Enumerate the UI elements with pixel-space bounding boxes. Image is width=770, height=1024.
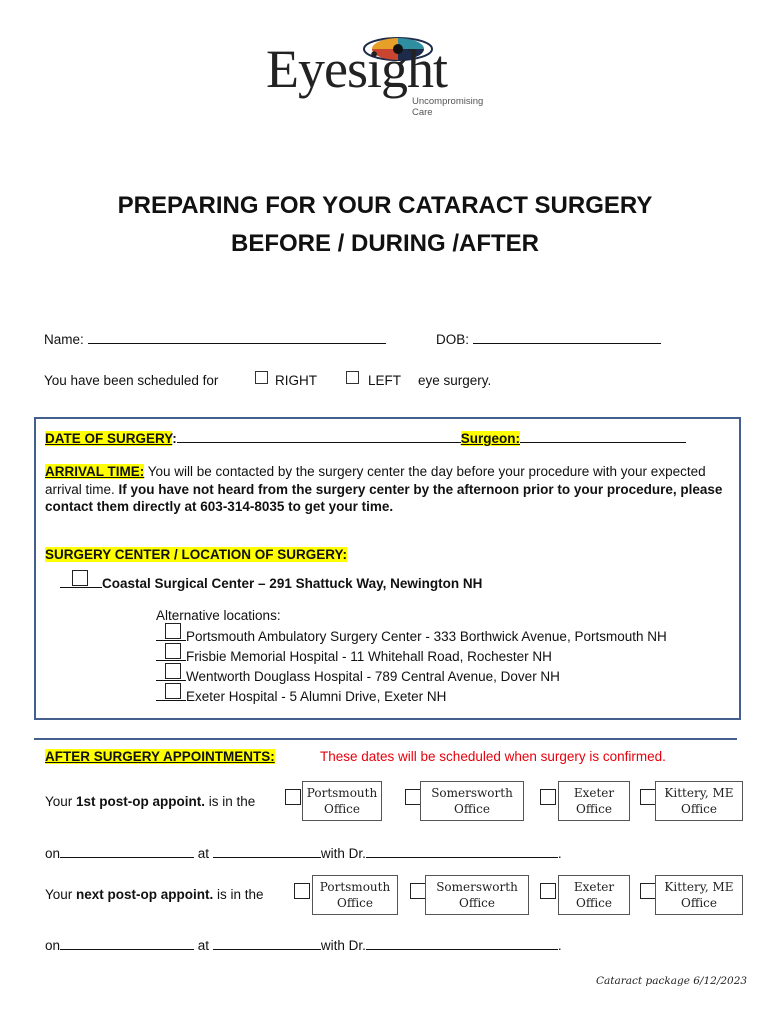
first-postop-schedule-row <box>45 843 562 861</box>
alt-location-text: Exeter Hospital - 5 Alumni Drive, Exeter NH <box>186 689 447 704</box>
footer-version: Cataract package 6/12/2023 <box>596 975 748 987</box>
on-label: on <box>45 938 61 953</box>
checkbox-square-icon <box>72 570 88 586</box>
name-field[interactable] <box>88 329 386 344</box>
office-suffix: Office <box>336 896 374 910</box>
arrival-time-text: You will be contacted by the surgery center the day before your procedure with your expected arrival time. <box>45 464 706 497</box>
first-date-field[interactable] <box>60 843 194 858</box>
next-postop-suffix: is in the <box>213 887 264 902</box>
arrival-time-label: ARRIVAL TIME: <box>45 464 145 479</box>
name-label: Name: <box>44 332 84 347</box>
surgeon-label: Surgeon: <box>460 431 521 446</box>
date-of-surgery-row: DATE OF SURGERY: Surgeon: <box>45 428 686 446</box>
at-label: at <box>197 938 210 953</box>
alt-location-text: Frisbie Memorial Hospital - 11 Whitehall Road, Rochester NH <box>186 649 552 664</box>
primary-center-text: Coastal Surgical Center – 291 Shattuck Way, Newington NH <box>102 576 483 591</box>
alternative-locations-list <box>156 626 667 706</box>
next-postop-label: next post-op appoint. <box>76 887 214 902</box>
checkbox-square-icon <box>165 663 181 679</box>
office-name: Kittery, ME <box>664 880 734 894</box>
primary-center-row <box>60 573 482 591</box>
office-exeter <box>558 781 630 821</box>
eyesight-logo <box>262 32 492 118</box>
first-portsmouth-checkbox[interactable] <box>285 789 301 805</box>
date-of-surgery-field[interactable] <box>177 428 461 443</box>
office-name: Portsmouth <box>319 880 391 894</box>
surgery-center-heading <box>45 547 347 562</box>
with-dr-label: with Dr. <box>320 938 366 953</box>
alternative-locations-label: Alternative locations: <box>156 608 281 623</box>
next-postop-prefix: Your <box>45 887 77 902</box>
arrival-time-instructions: If you have not heard from the surgery center by the afternoon prior to your procedure, please contact them directly at 603-314-8035 to get your time. <box>45 481 723 514</box>
office-name: Exeter <box>573 880 615 894</box>
alt-location-item <box>156 686 667 706</box>
office-exeter <box>558 875 630 915</box>
next-postop-row <box>45 887 264 902</box>
office-suffix: Office <box>575 896 613 910</box>
alt-location-item <box>156 646 667 666</box>
office-suffix: Office <box>458 896 496 910</box>
at-label: at <box>197 846 210 861</box>
after-surgery-heading: AFTER SURGERY APPOINTMENTS: <box>45 749 275 764</box>
office-name: Somersworth <box>436 880 518 894</box>
first-exeter-checkbox[interactable] <box>540 789 556 805</box>
office-name: Somersworth <box>431 786 513 800</box>
first-time-field[interactable] <box>213 843 321 858</box>
alt-location-checkbox[interactable] <box>156 686 186 701</box>
left-eye-checkbox[interactable] <box>346 371 359 384</box>
alt-location-checkbox[interactable] <box>156 626 186 641</box>
primary-center-checkbox[interactable] <box>60 573 102 588</box>
logo-wordmark: Eyesight <box>266 39 447 99</box>
office-kittery <box>655 875 743 915</box>
alt-location-checkbox[interactable] <box>156 666 186 681</box>
arrival-time-paragraph <box>45 463 735 516</box>
office-suffix: Office <box>575 802 613 816</box>
next-time-field[interactable] <box>213 935 321 950</box>
next-somersworth-checkbox[interactable] <box>410 883 426 899</box>
office-suffix: Office <box>453 802 491 816</box>
next-portsmouth-checkbox[interactable] <box>294 883 310 899</box>
left-eye-label: LEFT <box>368 373 402 388</box>
office-suffix: Office <box>680 802 718 816</box>
checkbox-square-icon <box>165 623 181 639</box>
office-suffix: Office <box>680 896 718 910</box>
office-portsmouth <box>312 875 398 915</box>
first-postop-suffix: is in the <box>205 794 256 809</box>
dob-field[interactable] <box>473 329 661 344</box>
dob-row <box>436 329 661 347</box>
first-somersworth-checkbox[interactable] <box>405 789 421 805</box>
alt-location-text: Portsmouth Ambulatory Surgery Center - 333 Borthwick Avenue, Portsmouth NH <box>186 629 667 644</box>
page-subtitle: BEFORE / DURING /AFTER <box>230 230 539 257</box>
first-doctor-field[interactable] <box>366 843 558 858</box>
office-somersworth <box>420 781 524 821</box>
office-portsmouth <box>302 781 382 821</box>
next-doctor-field[interactable] <box>366 935 558 950</box>
page-title: PREPARING FOR YOUR CATARACT SURGERY <box>117 192 653 219</box>
right-eye-label: RIGHT <box>275 373 317 388</box>
first-postop-row <box>45 794 255 809</box>
name-row <box>44 329 386 347</box>
after-surgery-note: These dates will be scheduled when surgery is confirmed. <box>320 749 666 764</box>
period: . <box>557 938 562 953</box>
office-name: Exeter <box>573 786 615 800</box>
eye-selection-row <box>44 373 218 388</box>
period: . <box>557 846 562 861</box>
first-postop-prefix: Your <box>45 794 77 809</box>
on-label: on <box>45 846 61 861</box>
first-kittery-checkbox[interactable] <box>640 789 656 805</box>
with-dr-label: with Dr. <box>320 846 366 861</box>
after-surgery-divider <box>34 738 737 740</box>
alt-location-item <box>156 666 667 686</box>
dob-label: DOB: <box>436 332 470 347</box>
scheduled-label: You have been scheduled for <box>44 373 219 388</box>
office-name: Portsmouth <box>306 786 378 800</box>
after-surgery-label <box>45 749 275 764</box>
surgeon-field[interactable] <box>520 428 686 443</box>
next-postop-schedule-row <box>45 935 562 953</box>
office-somersworth <box>425 875 529 915</box>
checkbox-square-icon <box>165 643 181 659</box>
next-kittery-checkbox[interactable] <box>640 883 656 899</box>
checkbox-square-icon <box>165 683 181 699</box>
alt-location-checkbox[interactable] <box>156 646 186 661</box>
next-exeter-checkbox[interactable] <box>540 883 556 899</box>
alt-location-item <box>156 626 667 646</box>
alt-location-text: Wentworth Douglass Hospital - 789 Central Avenue, Dover NH <box>186 669 560 684</box>
logo-tagline: Uncompromising Care <box>412 96 484 118</box>
surgery-center-label: SURGERY CENTER / LOCATION OF SURGERY: <box>45 547 348 562</box>
right-eye-checkbox[interactable] <box>255 371 268 384</box>
first-postop-label: 1st post-op appoint. <box>76 794 206 809</box>
next-date-field[interactable] <box>60 935 194 950</box>
date-of-surgery-label: DATE OF SURGERY <box>45 431 173 446</box>
office-name: Kittery, ME <box>664 786 734 800</box>
office-kittery <box>655 781 743 821</box>
eye-surgery-label: eye surgery. <box>418 373 492 388</box>
office-suffix: Office <box>323 802 361 816</box>
